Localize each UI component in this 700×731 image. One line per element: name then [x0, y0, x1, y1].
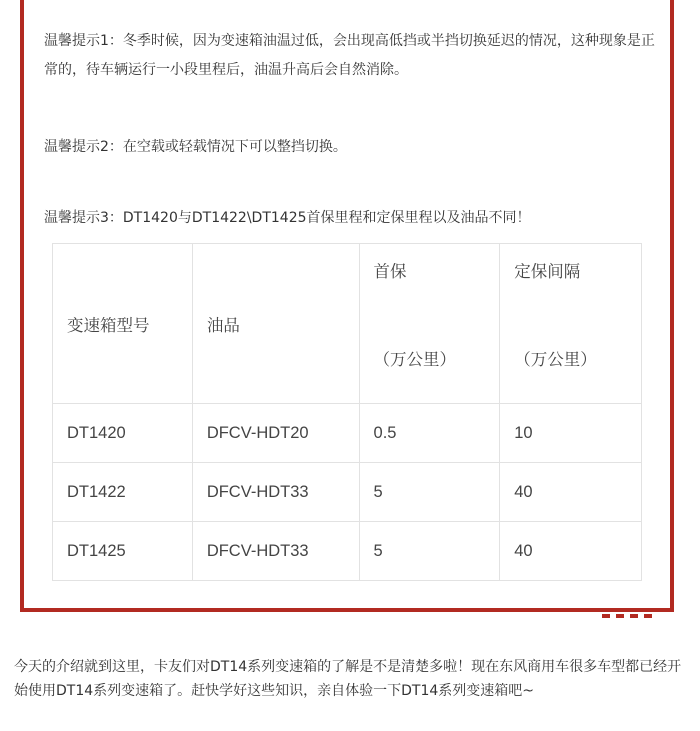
- table-row: [53, 404, 642, 463]
- cell-first-service: 5: [359, 522, 500, 581]
- cell-model: DT1425: [53, 522, 193, 581]
- header-first-service-label: 首保: [373, 263, 407, 281]
- cell-interval: 40: [500, 522, 642, 581]
- cell-interval: 10: [500, 404, 642, 463]
- header-oil: 油品: [192, 244, 359, 404]
- table-row: [53, 463, 642, 522]
- closing-paragraph: 今天的介绍就到这里，卡友们对DT14系列变速箱的了解是不是清楚多啦！现在东风商用车很多车型都已经开始使用DT14系列变速箱了。赶快学好这些知识，亲自体验一下DT14系列变速箱吧~: [14, 659, 682, 699]
- tip-3: 温馨提示3：DT1420与DT1422\DT1425首保里程和定保里程以及油品不同！: [44, 210, 531, 226]
- header-interval: [500, 244, 642, 404]
- cell-model: DT1422: [53, 463, 193, 522]
- header-model: 变速箱型号: [53, 244, 193, 404]
- maintenance-table: [52, 243, 642, 581]
- cell-interval: 40: [500, 463, 642, 522]
- table-row: [53, 522, 642, 581]
- cell-oil: DFCV-HDT20: [192, 404, 359, 463]
- header-interval-label: 定保间隔: [514, 263, 581, 281]
- table-header-row: [53, 244, 642, 404]
- cell-first-service: 0.5: [359, 404, 500, 463]
- header-interval-unit: （万公里）: [514, 351, 597, 369]
- tip-1: 温馨提示1：冬季时候，因为变速箱油温过低，会出现高低挡或半挡切换延迟的情况，这种现象是正常的，待车辆运行一小段里程后，油温升高后会自然消除。: [44, 33, 655, 78]
- cell-model: DT1420: [53, 404, 193, 463]
- tip-2: 温馨提示2：在空载或轻载情况下可以整挡切换。: [44, 139, 347, 155]
- header-first-service: [359, 244, 500, 404]
- cell-oil: DFCV-HDT33: [192, 463, 359, 522]
- cell-oil: DFCV-HDT33: [192, 522, 359, 581]
- header-first-service-unit: （万公里）: [373, 351, 457, 369]
- frame-decoration: [602, 614, 682, 618]
- cell-first-service: 5: [359, 463, 500, 522]
